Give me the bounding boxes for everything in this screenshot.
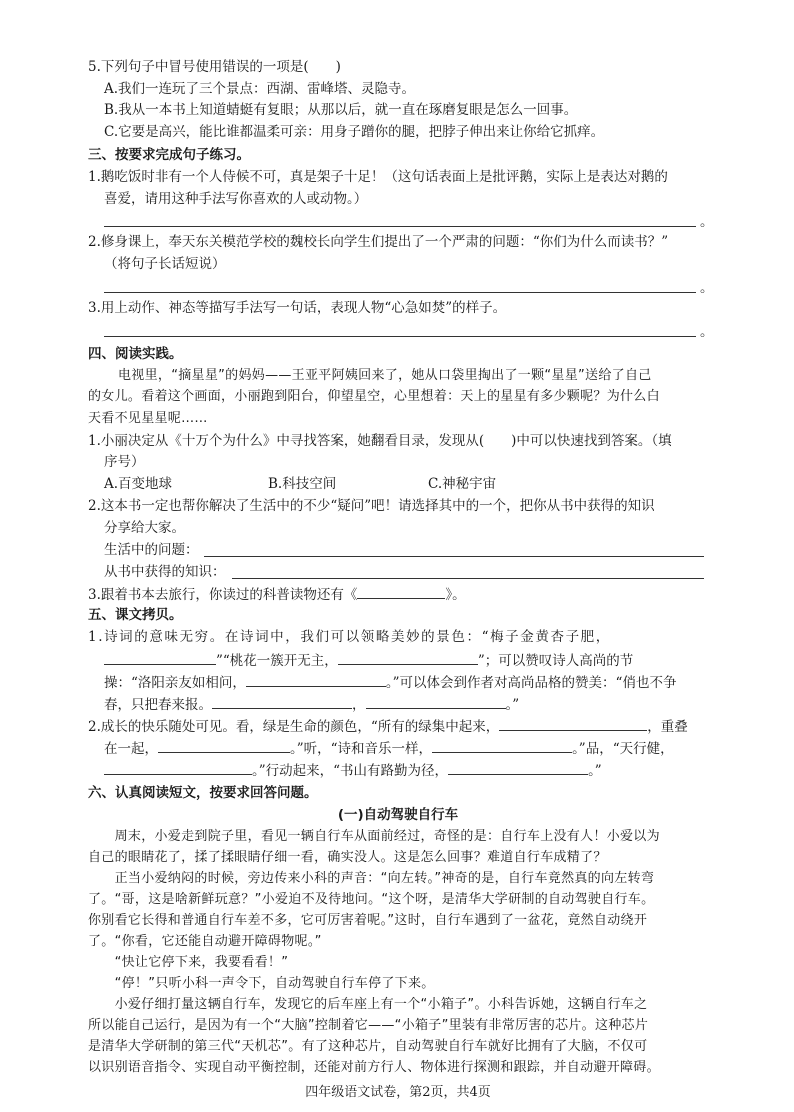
section-3-title: 三、按要求完成句子练习。 — [88, 147, 250, 163]
s5-line4-text-c: 。” — [505, 697, 520, 713]
s5-m-line1-text-b: ，重叠 — [647, 719, 688, 735]
s5-m-line1 — [88, 716, 708, 736]
s3-q2-line1: 2.修身课上，奉天东关模范学校的魏校长向学生们提出了一个严肃的问题：“你们为什么而读书？” — [88, 234, 669, 250]
s5-m-line2-text-c: 。”品，“天行健， — [572, 741, 674, 757]
passage-line: 是清华大学研制的第三代“天机芯”。有了这种芯片，自动驾驶自行车就好比拥有了大脑，不仅可 — [88, 1039, 648, 1054]
s3-q1-line1: 1.鹅吃饭时非有一个人侍候不可，真是架子十足！（这句话表面上是批评鹅，实际上是表达对鹅的 — [88, 169, 668, 185]
s4-knowledge-line[interactable] — [232, 578, 704, 579]
section-4-title: 四、阅读实践。 — [88, 346, 183, 362]
s4-q1-line2: 序号） — [104, 454, 145, 470]
passage-line: 以识别语音指令、实现自动平衡控制，还能对前方行人、物体进行探测和跟踪，并自动避开障碍。 — [88, 1060, 660, 1075]
s5-m-line1-text-a: 2.成长的快乐随处可见。看，绿是生命的颜色，“所有的绿集中起来， — [88, 719, 500, 735]
s4-option-c: C.神秘宇宙 — [428, 476, 497, 492]
passage-line: 自己的眼睛花了，揉了揉眼睛仔细一看，确实没人。这是怎么回事？难道自行车成精了？ — [88, 850, 607, 865]
s5-line3 — [104, 672, 708, 692]
s3-q2-answer-line[interactable] — [104, 292, 696, 293]
s3-q2-line2: （将句子长话短说） — [104, 256, 226, 272]
q5-stem: 5.下列句子中冒号使用错误的一项是( ) — [88, 59, 341, 75]
s4-life-question-line[interactable] — [204, 556, 704, 557]
blank-3[interactable] — [246, 672, 386, 687]
q5-option-c: C.它要是高兴，能比谁都温柔可亲：用身子蹭你的腿，把脖子伸出来让你给它抓痒。 — [104, 124, 605, 140]
s4-option-b: B.科技空间 — [268, 476, 337, 492]
passage-line: 周末，小爱走到院子里，看见一辆自行车从面前经过，奇怪的是：自行车上没有人！小爱以为 — [88, 829, 660, 844]
passage-line: “停！”只听小科一声令下，自动驾驶自行车停了下来。 — [88, 976, 435, 991]
s5-line3-text-a: 操：“洛阳亲友如相问， — [104, 675, 246, 691]
section-5-title: 五、课文拷贝。 — [88, 607, 183, 623]
blank-9[interactable] — [104, 760, 252, 775]
s4-q3-blank[interactable] — [357, 584, 445, 599]
s4-q2-line1: 2.这本书一定也帮你解决了生活中的不少“疑问”吧！请选择其中的一个，把你从书中获得的知识 — [88, 498, 655, 514]
s4-option-a: A.百变地球 — [104, 476, 173, 492]
s4-q1-line1: 1.小丽决定从《十万个为什么》中寻找答案，她翻看目录，发现从( )中可以快速找到答案。（填 — [88, 433, 672, 449]
s5-m-line2 — [104, 738, 708, 758]
s5-line2-text-b: ”；可以赞叹诗人高尚的节 — [477, 653, 634, 669]
s3-q1-answer-line[interactable] — [104, 226, 696, 227]
passage-line: 了。“哥，这是啥新鲜玩意？”小爱迫不及待地问。“这个呀，是清华大学研制的自动驾驶自行车。 — [88, 892, 655, 907]
s5-line4-text-b: ， — [352, 697, 366, 713]
s3-q3-line: 3.用上动作、神态等描写手法写一句话，表现人物“心急如焚”的样子。 — [88, 300, 507, 316]
q5-option-b: B.我从一本书上知道蜻蜓有复眼；从那以后，就一直在琢磨复眼是怎么一回事。 — [104, 102, 578, 118]
s5-line2-text-a: ”“桃花一簇开无主， — [216, 653, 338, 669]
blank-5[interactable] — [366, 694, 506, 709]
passage-line: 正当小爱纳闷的时候，旁边传来小科的声音：“向左转。”神奇的是，自行车竟然真的向左转弯 — [88, 871, 655, 886]
s4-passage-line3: 天看不见星星呢…… — [88, 411, 208, 426]
passage-line: 小爱仔细打量这辆自行车，发现它的后车座上有一个“小箱子”。小科告诉她，这辆自行车之 — [88, 997, 648, 1012]
s3-q1-period: 。 — [700, 214, 714, 230]
blank-10[interactable] — [448, 760, 588, 775]
blank-4[interactable] — [212, 694, 352, 709]
blank-7[interactable] — [158, 738, 290, 753]
s4-q3-end: 》。 — [445, 587, 466, 603]
s4-q2-line2: 分享给大家。 — [104, 520, 185, 536]
s3-q3-period: 。 — [700, 324, 714, 340]
s4-knowledge-label: 从书中获得的知识： — [104, 564, 226, 580]
blank-6[interactable] — [499, 716, 647, 731]
passage-line: 了。“你看，它还能自动避开障碍物呢。” — [88, 934, 322, 949]
s5-m-line3-text-a: 。”行动起来，“书山有路勤为径， — [252, 763, 449, 779]
s5-m-line3-text-b: 。” — [588, 763, 602, 779]
s4-q3 — [88, 584, 708, 604]
blank-2[interactable] — [338, 650, 478, 665]
q5-option-a: A.我们一连玩了三个景点：西湖、雷峰塔、灵隐寺。 — [104, 81, 416, 97]
section-6-title: 六、认真阅读短文，按要求回答问题。 — [88, 785, 318, 801]
s4-passage-line2: 的女儿。看着这个画面，小丽跑到阳台，仰望星空，心里想着：天上的星星有多少颗呢？为什么白 — [88, 389, 660, 404]
s4-passage-line1: 电视里，“摘星星”的妈妈——王亚平阿姨回来了，她从口袋里掏出了一颗“星星”送给了自己 — [118, 368, 652, 383]
s5-m-line3 — [104, 760, 708, 780]
s5-line1: 1.诗词的意味无穷。在诗词中，我们可以领略美妙的景色：“梅子金黄杏子肥， — [88, 629, 611, 645]
passage-line: 你别看它长得和普通自行车差不多，它可厉害着呢。”这时，自行车遇到了一盆花，竟然自动绕开 — [88, 913, 648, 928]
s3-q2-period: 。 — [700, 280, 714, 296]
s5-line2 — [104, 650, 708, 670]
blank-8[interactable] — [432, 738, 572, 753]
s5-m-line2-text-b: 。”听，“诗和音乐一样， — [290, 741, 433, 757]
passage-title: (一)自动驾驶自行车 — [337, 807, 459, 823]
passage-line: “快让它停下来，我要看看！” — [88, 955, 289, 970]
s5-line3-text-b: 。”可以体会到作者对高尚品格的赞美：“俏也不争 — [385, 675, 677, 691]
page-footer: 四年级语文试卷，第2页，共4页 — [305, 1085, 491, 1100]
s3-q3-answer-line[interactable] — [104, 336, 696, 337]
s4-life-question-label: 生活中的问题： — [104, 542, 199, 558]
s4-q3-text: 3.跟着书本去旅行，你读过的科普读物还有《 — [88, 587, 358, 603]
s5-line4 — [104, 694, 708, 714]
blank-1[interactable] — [104, 650, 216, 665]
passage-line: 所以能自己运行，是因为有一个“大脑”控制着它——“小箱子”里装有非常厉害的芯片。这种芯片 — [88, 1018, 649, 1033]
s5-line4-text-a: 春，只把春来报。 — [104, 697, 212, 713]
s3-q1-line2: 喜爱，请用这种手法写你喜欢的人或动物。） — [104, 191, 368, 207]
s5-m-line2-text-a: 在一起， — [104, 741, 158, 757]
